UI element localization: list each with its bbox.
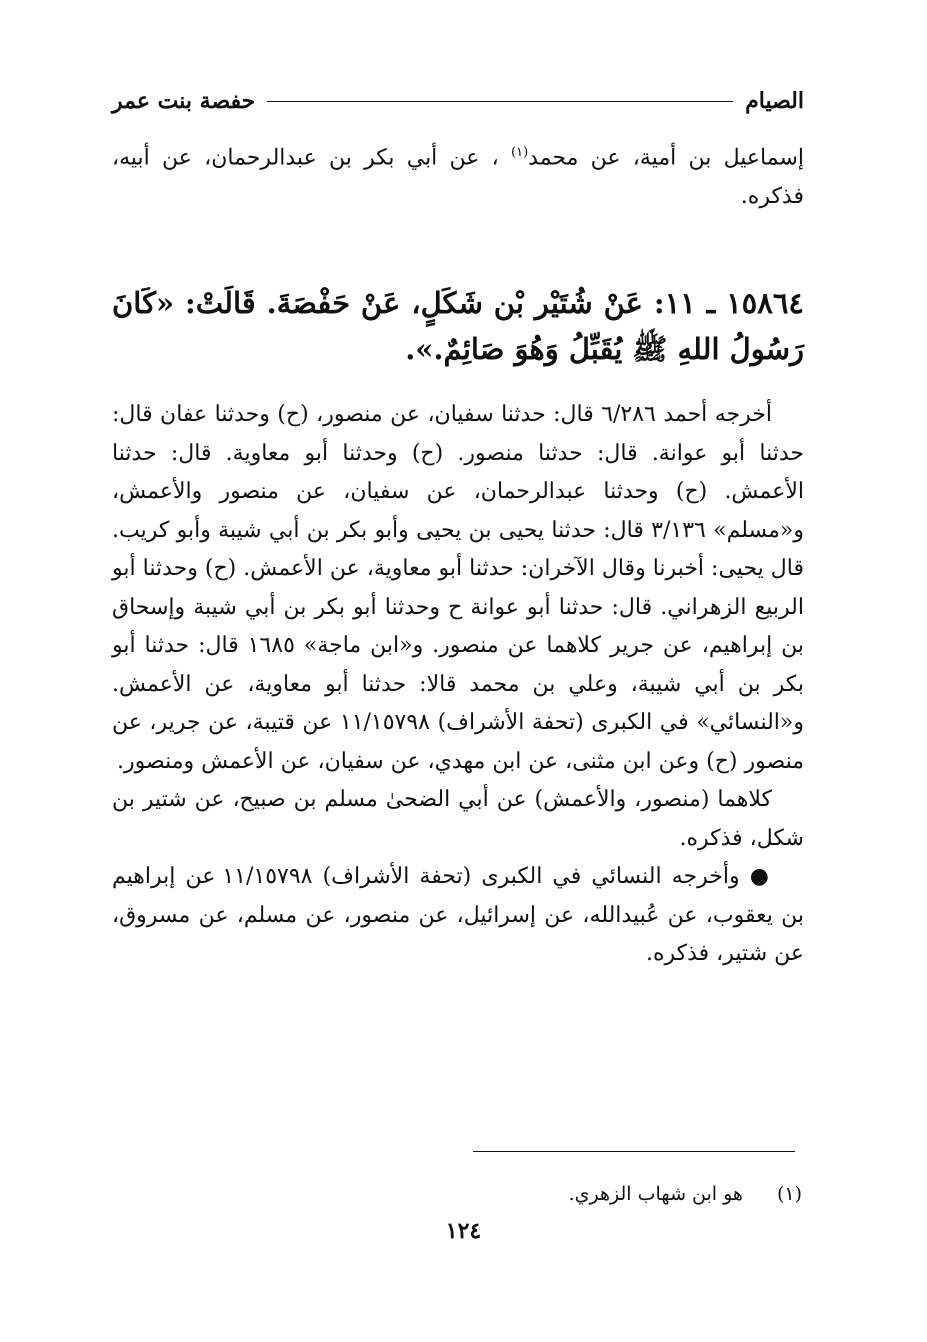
additional-takhrij-text: وأخرجه النسائي في الكبرى (تحفة الأشراف) ١١/١٥٧٩٨ عن إبراهيم بن يعقوب، عن عُبيدالله، عن إسرائيل، عن منصور، عن مسلم، عن مسروق، عن شتير، فذكره.	[112, 864, 804, 966]
footnote-reference: (١)	[511, 145, 529, 160]
continuation-text-before: إسماعيل بن أمية، عن محمد	[528, 145, 804, 171]
commentary	[112, 396, 804, 974]
header-chapter-title: الصيام	[745, 88, 804, 114]
footnote-number: (١)	[776, 1183, 802, 1205]
chain-summary-paragraph: كلاهما (منصور، والأعمش) عن أبي الضحىٰ مسلم بن صبيح، عن شتير بن شكل، فذكره.	[112, 787, 804, 851]
bullet-icon: ●	[749, 864, 772, 889]
footnote	[430, 1180, 802, 1208]
hadith-text: ١٥٨٦٤ ـ ١١: عَنْ شُتَيْر بْن شَكَلٍ، عَنْ حَفْصَةَ. قَالَتْ: «كَانَ رَسُولُ اللهِ ﷺ يُقَبِّلُ وَهُوَ صَائِمٌ.».	[112, 286, 804, 366]
takhrij-paragraph: أخرجه أحمد ٦/٢٨٦ قال: حدثنا سفيان، عن منصور، (ح) وحدثنا عفان قال: حدثنا أبو عوانة. قال: حدثنا منصور. (ح) وحدثنا أبو معاوية. قال: حدثنا الأعمش. (ح) وحدثنا عبدالرحمان، عن سفيان، عن منصور والأعمش، و«مسلم» ٣/١٣٦ قال: حدثنا يحيى بن يحيى وأبو بكر بن أبي شيبة وأبو كريب. قال يحيى: أخبرنا وقال الآخران: حدثنا أبو معاوية، عن الأعمش. (ح) وحدثنا أبو الربيع الزهراني. قال: حدثنا أبو عوانة ح وحدثنا أبو بكر بن أبي شيبة وإسحاق بن إبراهيم، عن جرير كلاهما عن منصور. و«ابن ماجة» ١٦٨٥ قال: حدثنا أبو بكر بن أبي شيبة، وعلي بن محمد قالا: حدثنا أبو معاوية، عن الأعمش. و«النسائي» في الكبرى (تحفة الأشراف) ١١/١٥٧٩٨ عن قتيبة، عن جرير، عن منصور (ح) وعن ابن مثنى، عن ابن مهدي، عن سفيان، عن الأعمش ومنصور.	[112, 402, 804, 774]
header-rule	[267, 101, 733, 102]
continuation-paragraph	[112, 134, 804, 216]
footnote-separator	[473, 1151, 795, 1152]
running-header	[112, 84, 804, 118]
additional-takhrij-paragraph	[112, 858, 804, 974]
page-number: ١٢٤	[445, 1218, 482, 1244]
header-section-title: حفصة بنت عمر	[112, 88, 256, 114]
footnote-text: هو ابن شهاب الزهري.	[568, 1183, 743, 1205]
continuation-text-after: ، عن أبي بكر بن عبدالرحمان، عن أبيه، فذكره.	[112, 145, 804, 209]
